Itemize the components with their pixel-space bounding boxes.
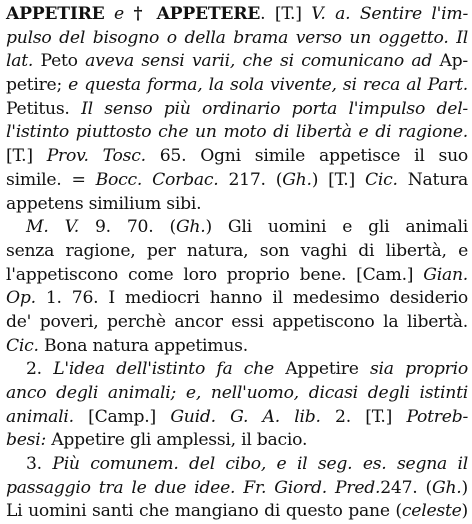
text-segment: 2. [T.] bbox=[320, 406, 407, 427]
text-segment: aveva sensi varii, che si comunicano ad bbox=[85, 51, 433, 72]
text-segment: e bbox=[104, 4, 134, 24]
text-segment: Ap- bbox=[432, 51, 468, 72]
text-segment: 9. 70. ( bbox=[78, 217, 176, 238]
text-segment: Gh. bbox=[432, 477, 462, 498]
text-segment: Bona natura appetimus. bbox=[38, 335, 248, 356]
text-segment: † APPETERE bbox=[133, 4, 261, 24]
text-segment: Prov. Tosc. bbox=[46, 146, 146, 167]
entry-line bbox=[6, 216, 468, 240]
text-segment: de' poveri, perchè ancor essi appetiscono la libertà. bbox=[6, 311, 468, 332]
entry-line bbox=[6, 477, 468, 501]
text-segment: Bocc. Corbac. bbox=[95, 169, 219, 190]
text-segment: Gian. bbox=[423, 264, 468, 285]
text-segment: Il senso più ordinario porta l'impulso del- bbox=[81, 98, 468, 119]
entry-line bbox=[6, 98, 468, 122]
text-segment: pulso del bisogno o della brama verso un oggetto. Il bbox=[6, 27, 468, 48]
text-segment: sia proprio bbox=[369, 359, 468, 380]
entry-line bbox=[6, 358, 468, 382]
text-segment: senza ragione, per natura, son vaghi di libertà, e bbox=[6, 240, 468, 261]
text-segment: animali. bbox=[6, 406, 74, 427]
text-segment: Guid. G. A. lib. bbox=[170, 406, 321, 427]
text-segment: Cic. bbox=[6, 335, 39, 356]
entry-line bbox=[6, 500, 468, 524]
entry-line bbox=[6, 74, 468, 98]
text-segment: 217. ( bbox=[218, 169, 283, 190]
entry-line bbox=[6, 240, 468, 264]
entry-line bbox=[6, 406, 468, 430]
text-segment: l'istinto piuttosto che un moto di libertà e di ragione. bbox=[6, 122, 468, 143]
text-segment: lat. bbox=[6, 51, 34, 72]
text-segment: ) bbox=[461, 501, 468, 522]
text-segment: simile. = bbox=[6, 169, 96, 190]
entry-line bbox=[6, 264, 468, 288]
text-segment: 247. ( bbox=[380, 477, 432, 498]
text-segment: Cic. bbox=[365, 169, 398, 190]
entry-line bbox=[6, 27, 468, 51]
text-segment: Appetire bbox=[273, 359, 370, 380]
text-segment: ) Gli uomini e gli animali bbox=[205, 217, 468, 238]
text-segment: V. a. Sentire l'im- bbox=[311, 4, 469, 24]
text-segment: appetens similium sibi. bbox=[6, 193, 202, 214]
text-segment: L'idea dell'istinto fa che bbox=[53, 359, 274, 380]
text-segment: Più comunem. del cibo, e il seg. es. segna il bbox=[52, 454, 468, 475]
text-segment: passaggio tra le due idee. Fr. Giord. Pred. bbox=[6, 477, 381, 498]
text-segment: ) bbox=[461, 477, 468, 498]
entry-line bbox=[6, 3, 468, 27]
entry-line bbox=[6, 335, 468, 359]
text-segment: Gh. bbox=[282, 169, 312, 190]
dictionary-entry bbox=[6, 3, 468, 524]
text-segment: Gh. bbox=[175, 217, 206, 238]
entry-line bbox=[6, 121, 468, 145]
entry-line bbox=[6, 287, 468, 311]
text-segment: M. V. bbox=[26, 217, 79, 238]
text-segment: 1. 76. I mediocri hanno il medesimo desiderio bbox=[35, 288, 468, 309]
entry-line bbox=[6, 429, 468, 453]
text-segment: l'appetiscono come loro proprio bene. [Cam.] bbox=[6, 264, 424, 285]
text-segment: 2. bbox=[26, 359, 54, 380]
entry-line bbox=[6, 193, 468, 217]
entry-line bbox=[6, 382, 468, 406]
text-segment: 3. bbox=[26, 454, 53, 475]
text-segment: Op. bbox=[6, 288, 36, 309]
text-segment: Appetire gli amplessi, il bacio. bbox=[46, 430, 308, 451]
text-segment: Potreb- bbox=[406, 406, 469, 427]
text-segment: celeste bbox=[401, 501, 462, 522]
text-segment: 65. Ogni simile appetisce il suo bbox=[145, 146, 468, 167]
entry-line bbox=[6, 50, 468, 74]
text-segment: [T.] bbox=[6, 146, 47, 167]
text-segment: e questa forma, la sola vivente, si reca al Part. bbox=[68, 75, 468, 96]
entry-line bbox=[6, 311, 468, 335]
text-segment: Natura bbox=[397, 169, 468, 190]
text-segment: besi: bbox=[6, 430, 47, 451]
text-segment: Li uomini santi che mangiano di questo pane ( bbox=[6, 501, 402, 522]
text-segment: Peto bbox=[33, 51, 86, 72]
text-segment: anco degli animali; e, nell'uomo, dicasi degli istinti bbox=[6, 383, 468, 403]
text-segment: petire; bbox=[6, 75, 69, 96]
entry-line bbox=[6, 145, 468, 169]
entry-line bbox=[6, 453, 468, 477]
text-segment: [Camp.] bbox=[73, 406, 171, 427]
text-segment: Petitus. bbox=[6, 98, 82, 119]
entry-line bbox=[6, 169, 468, 193]
text-segment: ) [T.] bbox=[311, 169, 365, 190]
text-segment: APPETIRE bbox=[6, 4, 105, 24]
text-segment: . [T.] bbox=[260, 4, 312, 24]
